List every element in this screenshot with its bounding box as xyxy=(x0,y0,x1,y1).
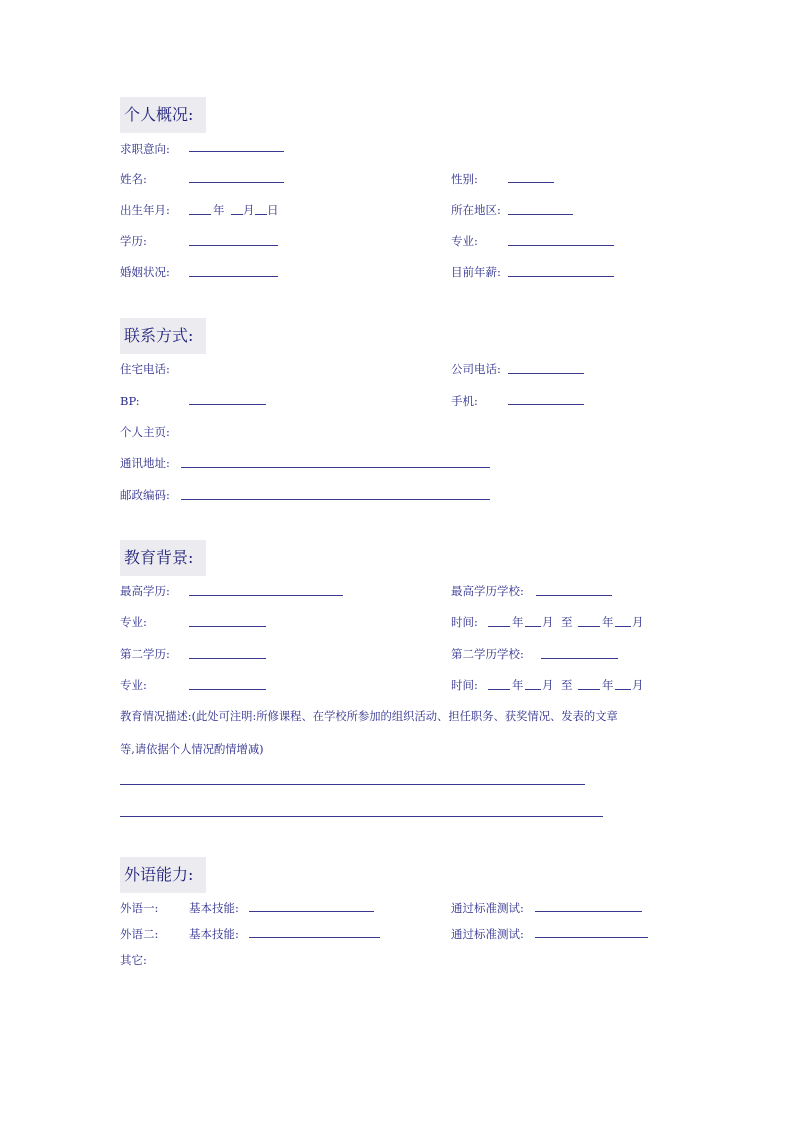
education-description-field-1[interactable] xyxy=(120,784,585,785)
second-school-label: 第二学历学校: xyxy=(451,647,524,661)
time1-start-month-field[interactable] xyxy=(525,626,541,627)
birth-month-unit: 月 xyxy=(243,203,255,217)
major1-label: 专业: xyxy=(120,615,147,629)
birth-day-unit: 日 xyxy=(267,203,279,217)
marital-label: 婚姻状况: xyxy=(120,265,170,279)
lang2-test-field[interactable] xyxy=(535,937,648,938)
time1-end-month-unit: 月 xyxy=(632,615,644,629)
office-phone-label: 公司电话: xyxy=(451,362,501,376)
name-label: 姓名: xyxy=(120,172,147,186)
job-intention-label: 求职意向: xyxy=(120,142,170,156)
time2-start-month-field[interactable] xyxy=(525,689,541,690)
time1-end-month-field[interactable] xyxy=(615,626,631,627)
highest-degree-label: 最高学历: xyxy=(120,584,170,598)
bp-field[interactable] xyxy=(189,404,266,405)
major1-field[interactable] xyxy=(189,626,266,627)
name-field[interactable] xyxy=(189,182,284,183)
time2-end-month-unit: 月 xyxy=(632,678,644,692)
region-label: 所在地区: xyxy=(451,203,501,217)
time2-end-year-unit: 年 xyxy=(602,678,614,692)
time2-start-year-field[interactable] xyxy=(488,689,510,690)
time2-end-year-field[interactable] xyxy=(578,689,600,690)
gender-label: 性别: xyxy=(451,172,478,186)
second-degree-field[interactable] xyxy=(189,658,266,659)
time2-label: 时间: xyxy=(451,678,478,692)
major2-field[interactable] xyxy=(189,689,266,690)
birth-year-field[interactable] xyxy=(189,214,211,215)
lang1-skill-field[interactable] xyxy=(249,911,374,912)
office-phone-field[interactable] xyxy=(508,373,584,374)
gender-field[interactable] xyxy=(508,182,554,183)
address-field[interactable] xyxy=(181,467,490,468)
lang2-skill-field[interactable] xyxy=(249,937,380,938)
birth-label: 出生年月: xyxy=(120,203,170,217)
second-school-field[interactable] xyxy=(541,658,618,659)
time1-end-year-field[interactable] xyxy=(578,626,600,627)
education-description-line1: 教育情况描述:(此处可注明:所修课程、在学校所参加的组织活动、担任职务、获奖情况、发表的文章 xyxy=(120,710,618,723)
mobile-field[interactable] xyxy=(508,404,584,405)
highest-school-label: 最高学历学校: xyxy=(451,584,524,598)
lang1-test-label: 通过标准测试: xyxy=(451,901,524,915)
second-degree-label: 第二学历: xyxy=(120,647,170,661)
region-field[interactable] xyxy=(508,214,573,215)
time1-start-year-field[interactable] xyxy=(488,626,510,627)
mobile-label: 手机: xyxy=(451,394,478,408)
salary-field[interactable] xyxy=(508,276,614,277)
lang1-label: 外语一: xyxy=(120,901,159,915)
section-header-education: 教育背景: xyxy=(120,540,206,576)
salary-label: 目前年薪: xyxy=(451,265,501,279)
birth-year-unit: 年 xyxy=(213,203,225,217)
postcode-field[interactable] xyxy=(181,499,490,500)
time2-end-month-field[interactable] xyxy=(615,689,631,690)
other-label: 其它: xyxy=(120,953,147,967)
job-intention-field[interactable] xyxy=(189,151,284,152)
section-header-contact: 联系方式: xyxy=(120,318,206,354)
lang2-test-label: 通过标准测试: xyxy=(451,927,524,941)
degree-field[interactable] xyxy=(189,245,278,246)
major2-label: 专业: xyxy=(120,678,147,692)
birth-month-field[interactable] xyxy=(231,214,243,215)
time1-to-label: 至 xyxy=(561,615,573,629)
lang2-skill-label: 基本技能: xyxy=(189,927,239,941)
degree-label: 学历: xyxy=(120,234,147,248)
marital-field[interactable] xyxy=(189,276,278,277)
section-header-language: 外语能力: xyxy=(120,857,206,893)
address-label: 通讯地址: xyxy=(120,456,170,470)
section-header-personal: 个人概况: xyxy=(120,97,206,133)
lang1-skill-label: 基本技能: xyxy=(189,901,239,915)
home-phone-label: 住宅电话: xyxy=(120,362,170,376)
homepage-label: 个人主页: xyxy=(120,425,170,439)
time1-year-unit: 年 xyxy=(512,615,524,629)
major-label: 专业: xyxy=(451,234,478,248)
bp-label: BP: xyxy=(120,394,140,408)
lang1-test-field[interactable] xyxy=(535,911,642,912)
education-description-field-2[interactable] xyxy=(120,816,603,817)
time2-to-label: 至 xyxy=(561,678,573,692)
highest-school-field[interactable] xyxy=(536,595,612,596)
time1-end-year-unit: 年 xyxy=(602,615,614,629)
time2-month-unit: 月 xyxy=(542,678,554,692)
postcode-label: 邮政编码: xyxy=(120,488,170,502)
time1-month-unit: 月 xyxy=(542,615,554,629)
education-description-line2: 等,请依据个人情况酌情增减) xyxy=(120,743,264,756)
time1-label: 时间: xyxy=(451,615,478,629)
birth-day-field[interactable] xyxy=(255,214,267,215)
time2-year-unit: 年 xyxy=(512,678,524,692)
major-field[interactable] xyxy=(508,245,614,246)
highest-degree-field[interactable] xyxy=(189,595,343,596)
lang2-label: 外语二: xyxy=(120,927,159,941)
